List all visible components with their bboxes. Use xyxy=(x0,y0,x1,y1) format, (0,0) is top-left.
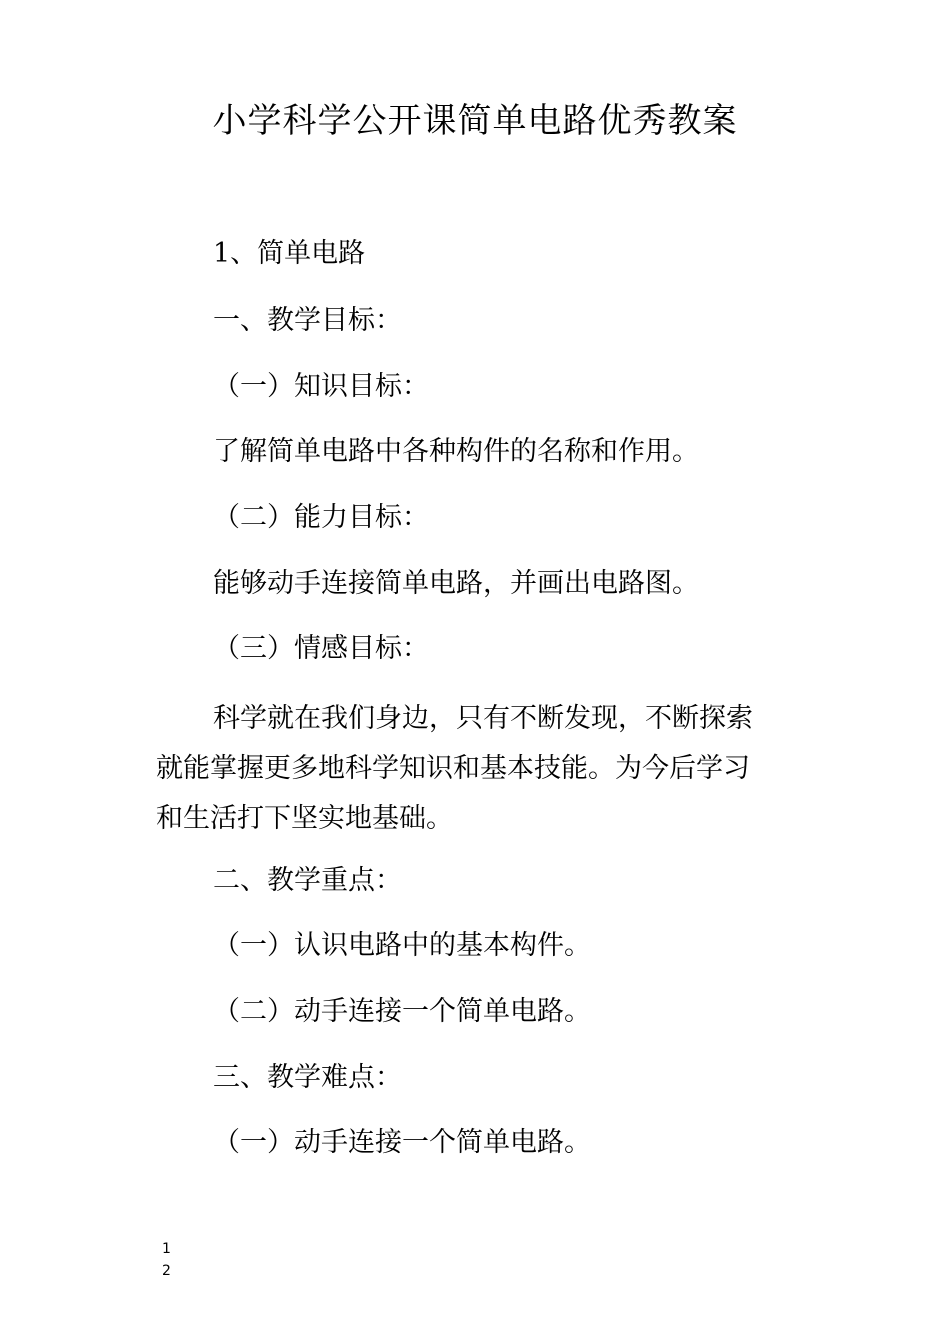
key-point-1: （一）认识电路中的基本构件。 xyxy=(213,930,591,961)
page-number-digit: 1 xyxy=(162,1241,171,1257)
section-heading-teaching-goals: 一、教学目标： xyxy=(213,305,402,336)
difficulty-1: （一）动手连接一个简单电路。 xyxy=(213,1127,591,1158)
paragraph-line: 科学就在我们身边，只有不断发现，不断探索 xyxy=(213,703,753,734)
subheading-emotion-goal: （三）情感目标： xyxy=(213,633,429,664)
document-title: 小学科学公开课简单电路优秀教案 xyxy=(212,101,738,141)
section-heading-difficulties: 三、教学难点： xyxy=(213,1062,402,1093)
section-heading-simple-circuit: 1、简单电路 xyxy=(213,238,366,269)
page-number xyxy=(162,1238,182,1282)
emotion-goal-paragraph xyxy=(156,694,796,844)
key-point-2: （二）动手连接一个简单电路。 xyxy=(213,996,591,1027)
subheading-knowledge-goal: （一）知识目标： xyxy=(213,371,429,402)
section-heading-key-points: 二、教学重点： xyxy=(213,865,402,896)
paragraph-line: 和生活打下坚实地基础。 xyxy=(156,803,453,834)
ability-goal-text: 能够动手连接简单电路，并画出电路图。 xyxy=(213,568,699,599)
paragraph-line: 就能掌握更多地科学知识和基本技能。为今后学习 xyxy=(156,753,750,784)
knowledge-goal-text: 了解简单电路中各种构件的名称和作用。 xyxy=(213,436,699,467)
subheading-ability-goal: （二）能力目标： xyxy=(213,502,429,533)
page-number-digit: 2 xyxy=(162,1263,171,1279)
